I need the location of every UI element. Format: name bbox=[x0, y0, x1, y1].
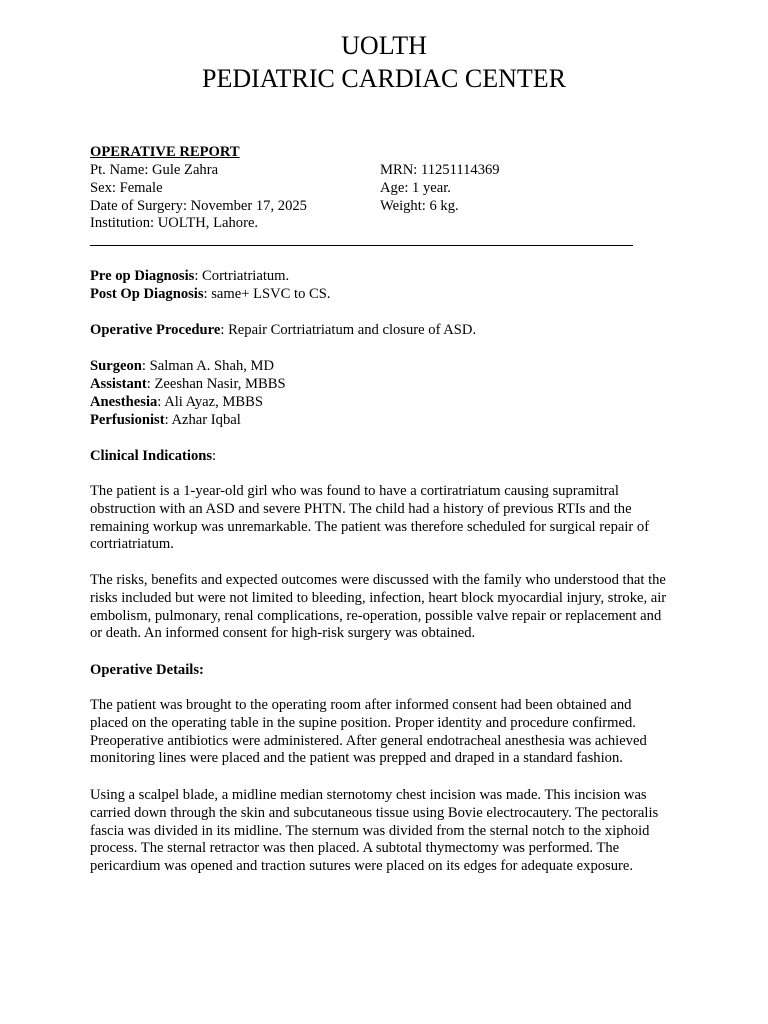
clinical-paragraph-1: The patient is a 1-year-old girl who was found to have a cortiratriatum causing supramitral obstruction with an ASD and severe PHTN. The child had a history of previous RTIs and the remaining workup was unremarkable. The patient was therefore scheduled for surgical repair of cortriatriatum. bbox=[90, 483, 650, 553]
surgeon-value: : Salman A. Shah, MD bbox=[141, 358, 275, 374]
surgeon bbox=[90, 358, 274, 376]
surgery-date: Date of Surgery: November 17, 2025 bbox=[90, 197, 307, 214]
perfusionist-label: Perfusionist bbox=[90, 412, 165, 428]
operative-paragraph-1: The patient was brought to the operating room after informed consent had been obtained and placed on the operating table in the supine position. Proper identity and procedure confirmed. Preoperative antibiotics were administered. After general endotracheal anesthesia was achieved monitoring lines were placed and the patient was prepped and draped in a standard fashion. bbox=[90, 697, 647, 767]
clinical-paragraph-2: The risks, benefits and expected outcomes were discussed with the family who understood that the risks included but were not limited to bleeding, infection, heart block myocardial injury, stroke, air embolism, pulmonary, renal complications, re-operation, possible valve repair or replacement and or death. An informed consent for high-risk surgery was obtained. bbox=[90, 572, 667, 642]
info-row bbox=[90, 198, 680, 216]
patient-mrn: MRN: 11251114369 bbox=[380, 162, 500, 178]
header-line-2: PEDIATRIC CARDIAC CENTER bbox=[201, 64, 566, 93]
clinical-label: Clinical Indications bbox=[90, 448, 213, 464]
surgeon-label: Surgeon bbox=[90, 358, 142, 374]
post-op-value: : same+ LSVC to CS. bbox=[203, 286, 331, 302]
assistant bbox=[90, 376, 286, 394]
anesthesia-value: : Ali Ayaz, MBBS bbox=[157, 394, 263, 410]
pre-op-diagnosis bbox=[90, 268, 289, 286]
operative-procedure bbox=[90, 322, 476, 340]
header-line-1: UOLTH bbox=[341, 31, 427, 60]
report-title: OPERATIVE REPORT bbox=[90, 144, 240, 160]
clinical-indications-heading bbox=[90, 448, 216, 466]
pre-op-value: : Cortriatriatum. bbox=[194, 268, 290, 284]
perfusionist bbox=[90, 412, 241, 430]
pre-op-label: Pre op Diagnosis bbox=[90, 268, 195, 284]
post-op-label: Post Op Diagnosis bbox=[90, 286, 204, 302]
procedure-value: : Repair Cortriatriatum and closure of ASD. bbox=[220, 322, 477, 338]
anesthesia bbox=[90, 394, 263, 412]
patient-age: Age: 1 year. bbox=[380, 179, 451, 196]
patient-weight: Weight: 6 kg. bbox=[380, 197, 459, 214]
assistant-value: : Zeeshan Nasir, MBBS bbox=[146, 376, 286, 392]
anesthesia-label: Anesthesia bbox=[90, 394, 158, 410]
document-header bbox=[0, 29, 768, 95]
divider bbox=[90, 245, 633, 246]
clinical-colon: : bbox=[212, 448, 217, 464]
patient-sex: Sex: Female bbox=[90, 179, 163, 196]
assistant-label: Assistant bbox=[90, 376, 147, 392]
info-row bbox=[90, 180, 680, 198]
procedure-label: Operative Procedure bbox=[90, 322, 221, 338]
patient-name: Pt. Name: Gule Zahra bbox=[90, 162, 219, 178]
post-op-diagnosis bbox=[90, 286, 331, 304]
perfusionist-value: : Azhar Iqbal bbox=[164, 412, 241, 428]
operative-paragraph-2: Using a scalpel blade, a midline median sternotomy chest incision was made. This incision was carried down through the skin and subcutaneous tissue using Bovie electrocautery. The pectoralis fascia was divided in its midline. The sternum was divided from the sternal notch to the xiphoid process. The sternal retractor was then placed. A subtotal thymectomy was performed. The pericardium was opened and traction sutures were placed on its edges for adequate exposure. bbox=[90, 787, 659, 875]
operative-details-heading: Operative Details: bbox=[90, 662, 204, 678]
info-row bbox=[90, 162, 680, 180]
patient-info bbox=[90, 162, 680, 233]
info-row bbox=[90, 215, 680, 233]
institution: Institution: UOLTH, Lahore. bbox=[90, 215, 259, 232]
